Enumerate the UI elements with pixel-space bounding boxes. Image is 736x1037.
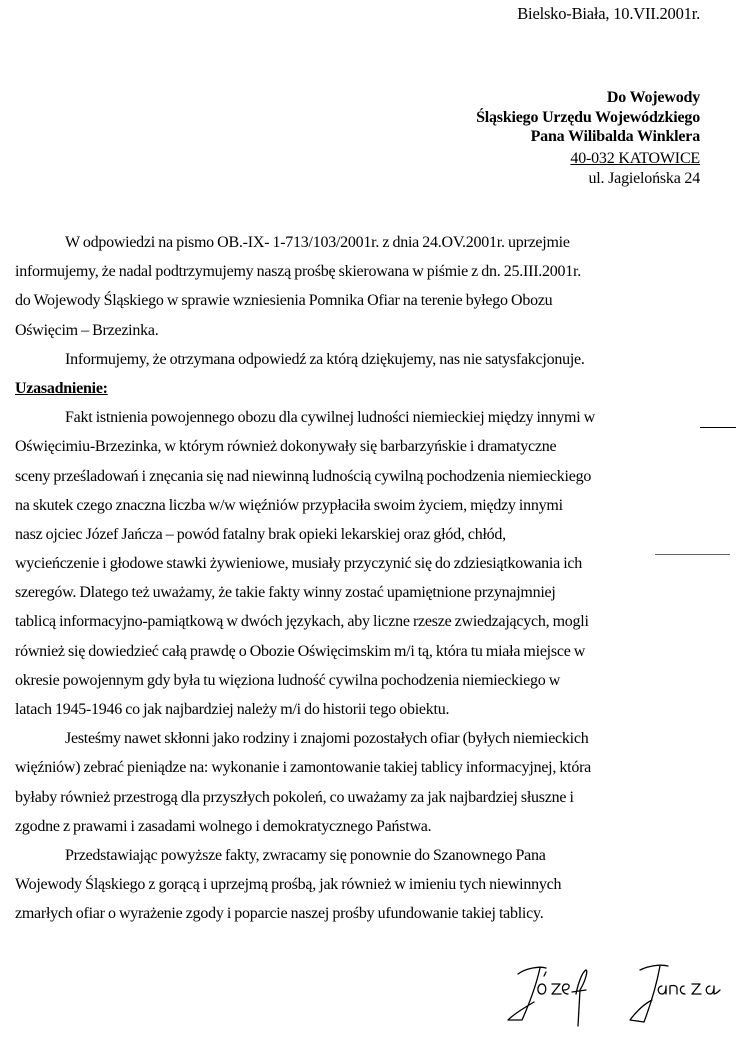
justification-line: byłaby również przestrogą dla przyszłych pokoleń, co uważamy za jak najbardziej słuszne i: [15, 788, 574, 806]
addressee-block: [476, 88, 700, 147]
justification-line: Oświęcimiu-Brzezinka, w którym również dokonywały się barbarzyńskie i dramatyczne: [15, 438, 557, 456]
scan-mark: [655, 554, 730, 555]
signature: [500, 958, 736, 1032]
justification-line: latach 1945-1946 co jak najbardziej należy m/i do historii tego obiektu.: [15, 701, 450, 718]
justification-line: Jesteśmy nawet skłonni jako rodziny i znajomi pozostałych ofiar (byłych niemieckich: [65, 730, 589, 748]
scan-mark: [700, 427, 736, 428]
addressee-line: Do Wojewody: [606, 89, 700, 106]
justification-heading: Uzasadnienie:: [15, 379, 108, 397]
body-line: W odpowiedzi na pismo OB.-IX- 1-713/103/2001r. z dnia 24.OV.2001r. uprzejmie: [65, 234, 570, 251]
postal-street: ul. Jagielońska 24: [588, 170, 700, 187]
letter-body: [15, 228, 705, 929]
postal-address: [570, 149, 700, 189]
justification-line: zmarłych ofiar o wyrażenie zgody i poparcie naszej prośby ufundowanie takiej tablicy.: [15, 905, 544, 923]
justification-line: szeregów. Dlatego też uważamy, że takie fakty winny zostać upamiętnione przynajmniej: [15, 584, 556, 602]
body-line: Oświęcim – Brzezinka.: [15, 321, 159, 339]
justification-line: sceny prześladowań i znęcania się nad niewinną ludnością cywilną pochodzenia niemieckiego: [15, 467, 592, 485]
addressee-line: Śląskiego Urzędu Wojewódzkiego: [476, 108, 700, 126]
justification-line: zgodne z prawami i zasadami wolnego i demokratycznego Państwa.: [15, 817, 432, 835]
postal-city: 40-032 KATOWICE: [570, 150, 700, 167]
body-line: Informujemy, że otrzymana odpowiedź za którą dziękujemy, nas nie satysfakcjonuje.: [65, 350, 585, 368]
justification-line: na skutek czego znaczna liczba w/w więźniów przypłaciła swoim życiem, między innymi: [15, 496, 563, 514]
justification-line: również się dowiedzieć całą prawdę o Obozie Oświęcimskim m/i tą, która tu miała miejsce w: [15, 642, 586, 660]
date-line: Bielsko-Biała, 10.VII.2001r.: [517, 4, 700, 23]
justification-line: wycieńczenie i głodowe stawki żywieniowe, musiały przyczynić się do zdziesiątkowania ich: [15, 555, 583, 573]
justification-line: nasz ojciec Józef Jańcza – powód fatalny brak opieki lekarskiej oraz głód, chłód,: [15, 525, 506, 543]
handwritten-signature-icon: [500, 958, 736, 1032]
justification-line: tablicą informacyjno-pamiątkową w dwóch językach, aby liczne rzesze zwiedzających, mogli: [15, 613, 589, 631]
justification-line: więźniów) zebrać pieniądze na: wykonanie i zamontowanie takiej tablicy informacyjnej, która: [15, 759, 591, 777]
addressee-line: Pana Wilibalda Winklera: [530, 128, 700, 145]
body-line: informujemy, że nadal podtrzymujemy naszą prośbę skierowana w piśmie z dn. 25.III.2001r.: [15, 263, 581, 281]
justification-line: Przedstawiając powyższe fakty, zwracamy się ponownie do Szanownego Pana: [65, 846, 546, 864]
justification-line: Fakt istnienia powojennego obozu dla cywilnej ludności niemieckiej między innymi w: [65, 409, 595, 427]
justification-line: okresie powojennym gdy była tu więziona ludność cywilna pochodzenia niemieckiego w: [15, 671, 561, 689]
justification-line: Wojewody Śląskiego z gorącą i uprzejmą prośbą, jak również w imieniu tych niewinnych: [15, 876, 562, 894]
body-line: do Wojewody Śląskiego w sprawie wzniesienia Pomnika Ofiar na terenie byłego Obozu: [15, 292, 553, 310]
